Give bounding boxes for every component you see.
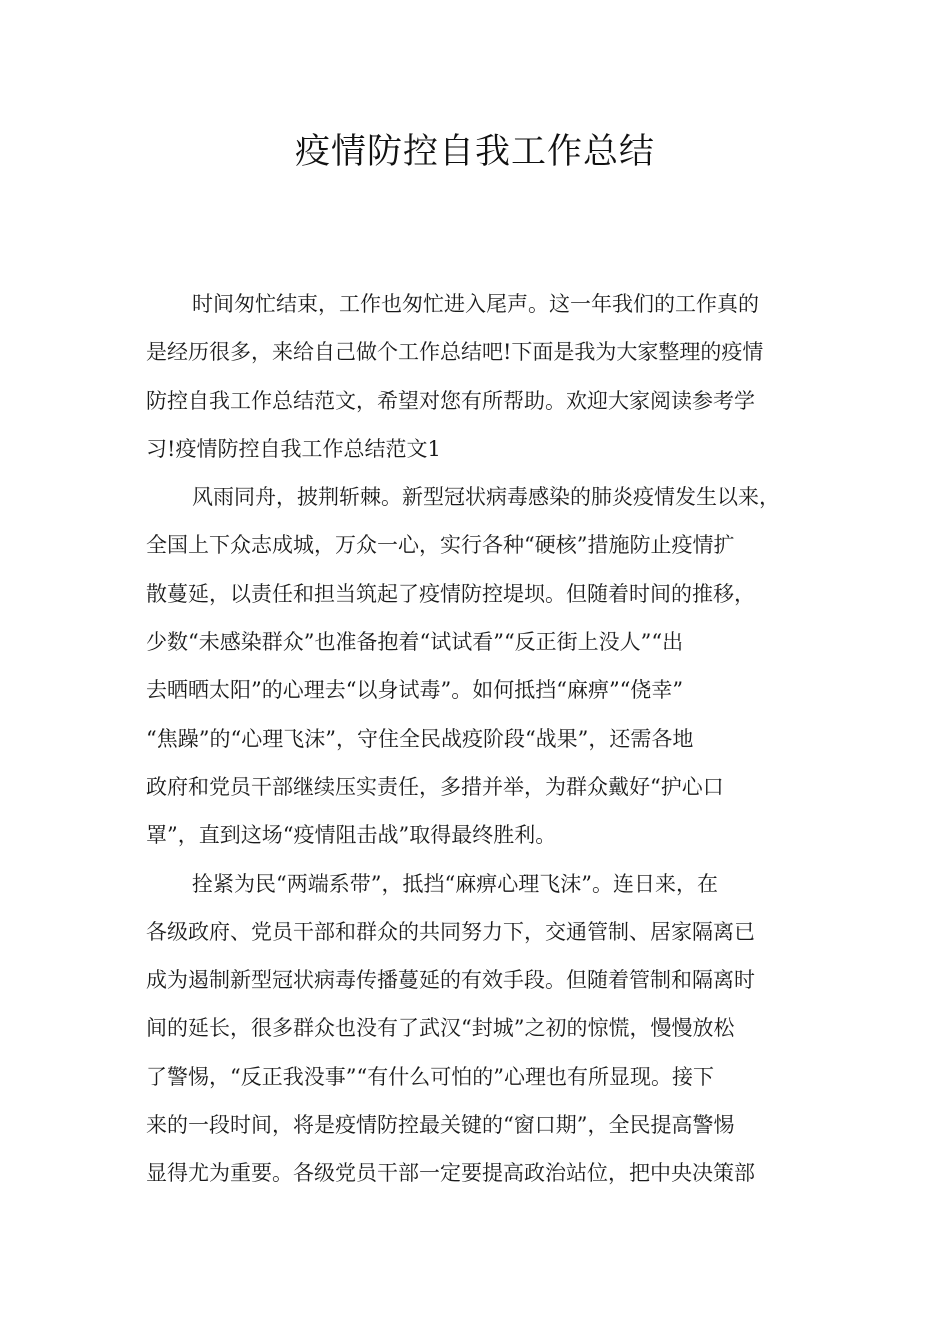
document-title: 疫情防控自我工作总结 xyxy=(294,132,655,172)
body-line: 来的一段时间，将是疫情防控最关键的“窗口期”，全民提高警惕 xyxy=(146,1113,735,1138)
document-body xyxy=(146,280,806,1198)
body-line: 少数“未感染群众”也准备抱着“试试看”“反正街上没人”“出 xyxy=(146,630,684,655)
body-line: 是经历很多，来给自己做个工作总结吧!下面是我为大家整理的疫情 xyxy=(146,340,764,365)
body-line: 全国上下众志成城，万众一心，实行各种“硬核”措施防止疫情扩 xyxy=(146,533,735,558)
body-line: 风雨同舟，披荆斩棘。新型冠状病毒感染的肺炎疫情发生以来， xyxy=(192,485,780,510)
body-line: 罩”，直到这场“疫情阻击战”取得最终胜利。 xyxy=(146,823,557,848)
body-line: 间的延长，很多群众也没有了武汉“封城”之初的惊慌，慢慢放松 xyxy=(146,1016,735,1041)
body-line: 显得尤为重要。各级党员干部一定要提高政治站位，把中央决策部 xyxy=(146,1161,755,1186)
body-line: 散蔓延，以责任和担当筑起了疫情防控堤坝。但随着时间的推移， xyxy=(146,581,755,606)
body-line: “焦躁”的“心理飞沫”，守住全民战疫阶段“战果”，还需各地 xyxy=(146,726,694,751)
body-line: 时间匆忙结束，工作也匆忙进入尾声。这一年我们的工作真的 xyxy=(192,292,759,316)
body-line: 习!疫情防控自我工作总结范文1 xyxy=(146,436,441,461)
body-line: 了警惕，“反正我没事”“有什么可怕的”心理也有所显现。接下 xyxy=(146,1064,714,1089)
body-line: 拴紧为民“两端系带”，抵挡“麻痹心理飞沫”。连日来，在 xyxy=(192,871,718,896)
body-line: 去晒晒太阳”的心理去“以身试毒”。如何抵挡“麻痹”“侥幸” xyxy=(146,678,684,703)
body-line: 各级政府、党员干部和群众的共同努力下，交通管制、居家隔离已 xyxy=(146,919,755,944)
body-line: 政府和党员干部继续压实责任，多措并举，为群众戴好“护心口 xyxy=(146,774,724,799)
body-line: 成为遏制新型冠状病毒传播蔓延的有效手段。但随着管制和隔离时 xyxy=(146,968,755,993)
body-line: 防控自我工作总结范文，希望对您有所帮助。欢迎大家阅读参考学 xyxy=(146,388,755,413)
